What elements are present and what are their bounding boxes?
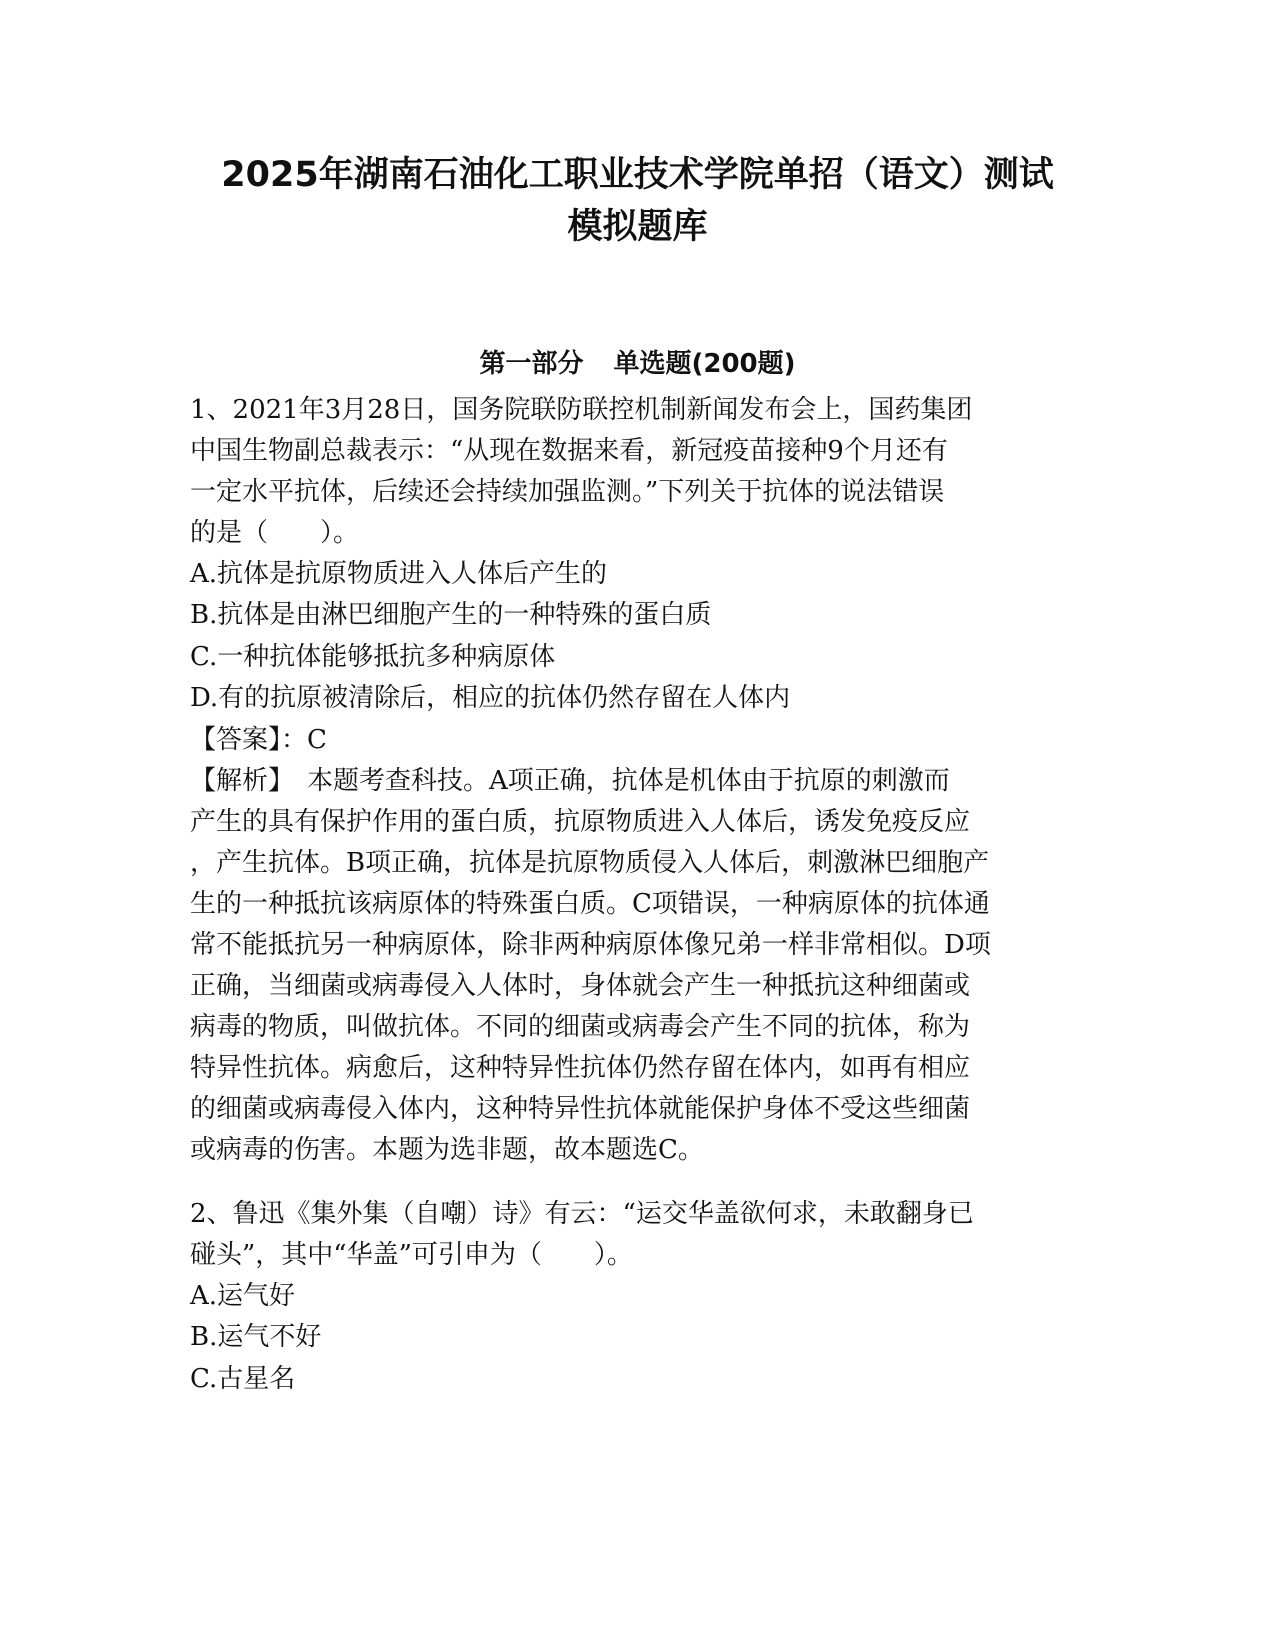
q1-analysis-line: 正确，当细菌或病毒侵入人体时，身体就会产生一种抵抗这种细菌或 (190, 971, 971, 1001)
q2-option-a: A.运气好 (190, 1281, 296, 1311)
section-heading (120, 346, 1155, 382)
q1-analysis-line: 产生的具有保护作用的蛋白质，抗原物质进入人体后，诱发免疫反应 (190, 807, 971, 837)
q1-option-d: D.有的抗原被清除后，相应的抗体仍然存留在人体内 (190, 683, 791, 713)
q1-option-c: C.一种抗体能够抵抗多种病原体 (190, 642, 556, 672)
q1-analysis-line: 【解析】 本题考查科技。A项正确，抗体是机体由于抗原的刺激而 (190, 766, 950, 796)
q2-stem-line: 2、鲁迅《集外集（自嘲）诗》有云：“运交华盖欲何求，未敢翻身已 (190, 1199, 974, 1229)
q1-stem-line: 中国生物副总裁表示：“从现在数据来看，新冠疫苗接种9个月还有 (190, 436, 948, 466)
q1-stem-line: 一定水平抗体，后续还会持续加强监测。”下列关于抗体的说法错误 (190, 477, 945, 507)
document-title-line-1: 2025年湖南石油化工职业技术学院单招（语文）测试 (221, 155, 1054, 195)
q1-stem-line: 的是（ ）。 (190, 518, 360, 548)
section-part: 第一部分 (479, 349, 584, 379)
q1-answer: 【答案】：C (190, 725, 327, 755)
q1-analysis-line: 的细菌或病毒侵入体内，这种特异性抗体就能保护身体不受这些细菌 (190, 1094, 971, 1124)
q1-analysis-line: 或病毒的伤害。本题为选非题，故本题选C。 (190, 1135, 704, 1165)
section-label: 单选题(200题) (613, 349, 796, 379)
q1-analysis-line: 特异性抗体。病愈后，这种特异性抗体仍然存留在体内，如再有相应 (190, 1053, 971, 1083)
q1-analysis-line: 常不能抵抗另一种病原体，除非两种病原体像兄弟一样非常相似。D项 (190, 930, 991, 960)
q2-option-c: C.古星名 (190, 1364, 296, 1394)
q1-stem-line: 1、2021年3月28日，国务院联防联控机制新闻发布会上，国药集团 (190, 395, 973, 425)
q1-option-a: A.抗体是抗原物质进入人体后产生的 (190, 559, 608, 589)
document-title-line-2: 模拟题库 (567, 207, 708, 247)
q1-analysis-line: ，产生抗体。B项正确，抗体是抗原物质侵入人体后，刺激淋巴细胞产 (190, 848, 990, 878)
q1-option-b: B.抗体是由淋巴细胞产生的一种特殊的蛋白质 (190, 600, 712, 630)
q1-analysis-line: 病毒的物质，叫做抗体。不同的细菌或病毒会产生不同的抗体，称为 (190, 1012, 971, 1042)
q1-analysis-line: 生的一种抵抗该病原体的特殊蛋白质。C项错误，一种病原体的抗体通 (190, 889, 990, 919)
q2-stem-line: 碰头”，其中“华盖”可引申为（ ）。 (190, 1240, 633, 1270)
q2-option-b: B.运气不好 (190, 1322, 322, 1352)
